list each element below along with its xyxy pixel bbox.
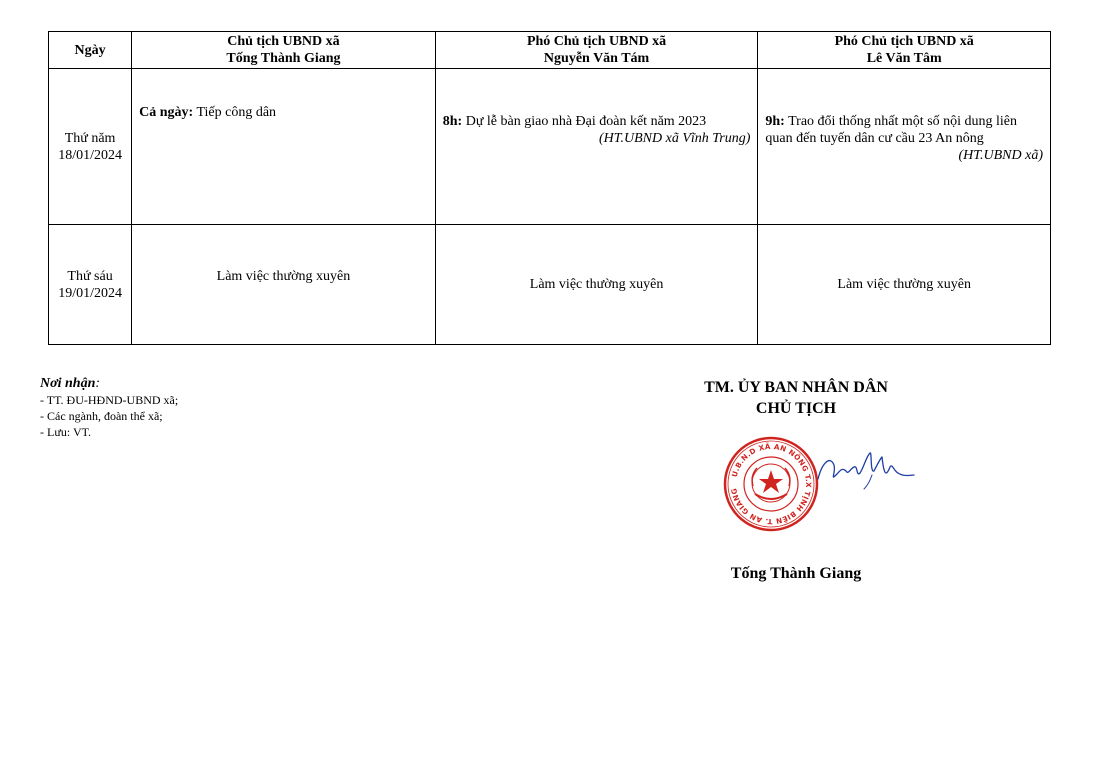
event-place: (HT.UBND xã Vĩnh Trung) [598, 131, 751, 146]
header-vice-chairman-2-name: Lê Văn Tâm [866, 51, 942, 66]
header-vice-chairman-1 [435, 32, 758, 69]
signature-heading [660, 377, 932, 419]
event-time: Cả ngày: [139, 105, 194, 120]
table-row [49, 69, 1051, 225]
day-name: Thứ năm [64, 130, 116, 146]
vice-chairman-2-cell [758, 69, 1051, 225]
chairman-cell [132, 225, 436, 345]
day-cell [49, 69, 132, 225]
event-text: Làm việc thường xuyên [216, 269, 351, 284]
event-place: (HT.UBND xã) [958, 148, 1043, 163]
day-cell [49, 225, 132, 345]
event-text: Trao đổi thống nhất một số nội dung liên quan đến tuyến dân cư cầu 23 An nông [765, 114, 1018, 146]
header-chairman-name: Tống Thành Giang [226, 51, 341, 66]
header-vice-chairman-1-name: Nguyễn Văn Tám [543, 51, 650, 66]
event-time: 8h: [442, 114, 463, 129]
signature-line-1: TM. ỦY BAN NHÂN DÂN [704, 379, 888, 396]
header-vice-chairman-2 [758, 32, 1051, 69]
header-day: Ngày [49, 32, 132, 69]
event-time: 9h: [765, 114, 785, 129]
official-seal-icon [723, 436, 819, 532]
recipients-title: Nơi nhận: [40, 376, 101, 391]
vice-chairman-2-cell [758, 225, 1051, 345]
seal-text: U.B.N.D XÃ AN NÔNG T.X TỊNH BIÊN T. AN GIANG [729, 441, 814, 527]
signer-name: Tống Thành Giang [730, 565, 862, 582]
day-name: Thứ sáu [67, 268, 113, 284]
event-text: Dự lễ bàn giao nhà Đại đoàn kết năm 2023 [465, 114, 707, 129]
schedule-table [48, 31, 1051, 345]
event-text: Làm việc thường xuyên [837, 276, 971, 292]
header-vice-chairman-2-title: Phó Chủ tịch UBND xã [834, 34, 974, 49]
chairman-cell [132, 69, 436, 225]
recipient-item: - Các ngành, đoàn thể xã; [40, 409, 163, 423]
signature-line-2: CHỦ TỊCH [755, 400, 837, 417]
vice-chairman-1-cell [435, 69, 758, 225]
day-date: 18/01/2024 [58, 147, 122, 163]
day-date: 19/01/2024 [58, 285, 122, 301]
header-chairman-title: Chủ tịch UBND xã [227, 34, 340, 49]
recipient-item: - Lưu: VT. [40, 425, 92, 439]
header-row [49, 32, 1051, 69]
event-text: Tiếp công dân [196, 105, 277, 120]
event-text: Làm việc thường xuyên [529, 276, 664, 292]
handwritten-signature-icon [812, 445, 916, 493]
table-row [49, 225, 1051, 345]
vice-chairman-1-cell [435, 225, 758, 345]
recipient-item: - TT. ĐU-HĐND-UBND xã; [40, 393, 179, 407]
header-vice-chairman-1-title: Phó Chủ tịch UBND xã [526, 34, 667, 49]
header-chairman [132, 32, 436, 69]
recipients-block [40, 376, 178, 440]
